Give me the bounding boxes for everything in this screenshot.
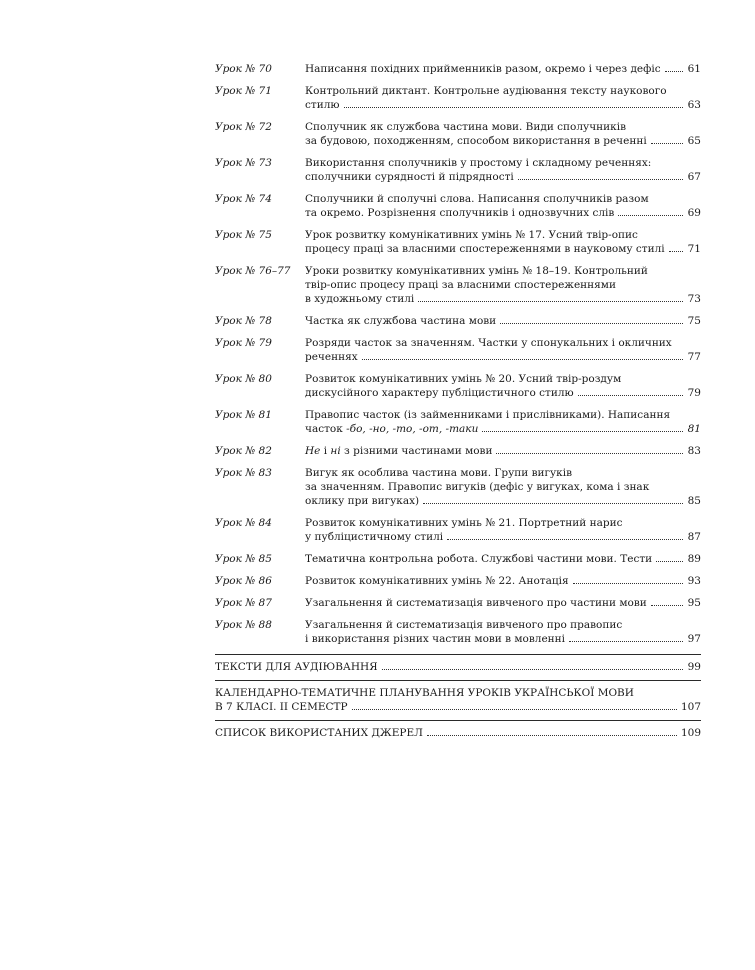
dot-leader [569,632,683,642]
entry-title: сполучники сурядності й підрядності [305,171,514,183]
entry-last-line [305,530,701,544]
dot-leader [518,170,683,180]
entry-body [305,552,701,566]
page-number: 89 [687,553,701,565]
lesson-number: Урок № 87 [215,597,272,609]
entry-title-line: за значенням. Правопис вигуків (дефіс у вигуках, кома і знак [305,481,650,493]
entry-title-conj: і [320,445,331,457]
section-divider [215,654,701,655]
lesson-number: Урок № 71 [215,85,272,97]
entry-title: Узагальнення й систематизація вивченого про частини мови [305,597,647,609]
entry-body [305,264,701,306]
entry-body [305,336,701,364]
lesson-number: Урок № 83 [215,467,272,479]
entry-title-line: Розряди часток за значенням. Частки у спонукальних і окличних [305,337,672,349]
dot-leader [496,444,683,454]
entry-title: Частка як службова частина мови [305,315,497,327]
page-number: 109 [680,727,701,739]
page-number: 77 [687,351,701,363]
entry-body [305,228,701,256]
entry-last-line [215,700,701,714]
entry-last-line [305,170,701,184]
entry-last-line [305,386,701,400]
lesson-number: Урок № 82 [215,445,272,457]
lesson-number: Урок № 86 [215,575,272,587]
entry-last-line [305,444,701,458]
entry-title-line: твір-опис процесу праці за власними спостереженнями [305,279,616,291]
table-of-contents [215,62,701,746]
dot-leader [362,350,683,360]
entry-title-rest: з різними частинами мови [340,445,493,457]
entry-body [305,516,701,544]
toc-entry [215,120,701,148]
page-number: 99 [687,661,701,673]
dot-leader [382,660,683,670]
entry-last-line [305,494,701,508]
dot-leader [578,386,683,396]
entry-title: Розвиток комунікативних умінь № 22. Анотація [305,575,569,587]
page-number: 69 [687,207,701,219]
entry-title: оклику при вигуках) [305,495,420,507]
entry-last-line [305,574,701,588]
entry-title-ni: ні [330,445,341,457]
page-number: 85 [687,495,701,507]
page-number: 65 [687,135,701,147]
dot-leader [344,98,684,108]
lesson-number: Урок № 79 [215,337,272,349]
section-entry-texts [215,660,701,674]
section-divider [215,680,701,681]
entry-body [305,618,701,646]
toc-entry [215,596,701,610]
toc-entry [215,62,701,76]
entry-last-line [305,596,701,610]
page-number: 75 [687,315,701,327]
entry-title-line: Сполучники й сполучні слова. Написання сполучників разом [305,193,649,205]
dot-leader [669,242,683,252]
lesson-number: Урок № 75 [215,229,272,241]
dot-leader [618,206,683,216]
section-divider [215,720,701,721]
section-title: ТЕКСТИ ДЛЯ АУДІЮВАННЯ [215,661,378,673]
entry-last-line [215,660,701,674]
dot-leader [482,422,683,432]
page-number: 73 [687,293,701,305]
lesson-number: Урок № 74 [215,193,272,205]
entry-title [305,422,478,436]
entry-title: дискусійного характеру публіцистичного стилю [305,387,574,399]
entry-body [305,62,701,76]
lesson-number: Урок № 73 [215,157,272,169]
dot-leader [427,726,677,736]
entry-body [305,408,701,436]
dot-leader [423,494,683,504]
entry-title: за будовою, походженням, способом використання в реченні [305,135,647,147]
toc-entry [215,228,701,256]
entry-title-line: Сполучник як службова частина мови. Види сполучників [305,121,626,133]
entry-title: і використання різних частин мови в мовленні [305,633,566,645]
entry-last-line [305,552,701,566]
entry-last-line [305,62,701,76]
entry-body [305,574,701,588]
entry-last-line [305,134,701,148]
entry-title-plain: часток [305,423,347,435]
toc-entry [215,156,701,184]
entry-title-line: Узагальнення й систематизація вивченого про правопис [305,619,623,631]
dot-leader [651,134,683,144]
entry-title-line: Вигук як особлива частина мови. Групи вигуків [305,467,573,479]
entry-title-line: Правопис часток (із займенниками і прислівниками). Написання [305,409,671,421]
entry-last-line [305,98,701,112]
entry-body [305,372,701,400]
page-number: 61 [687,63,701,75]
entry-body [305,120,701,148]
entry-title-line: Контрольний диктант. Контрольне аудіювання тексту наукового [305,85,667,97]
dot-leader [418,292,683,302]
lesson-number: Урок № 70 [215,63,272,75]
entry-body [305,444,701,458]
entry-last-line [305,314,701,328]
entry-title: процесу праці за власними спостереженнями в науковому стилі [305,243,665,255]
entry-body [305,192,701,220]
lesson-number: Урок № 76–77 [215,265,291,277]
toc-entry [215,336,701,364]
entry-last-line [305,422,701,436]
toc-entry [215,372,701,400]
toc-entry [215,574,701,588]
entry-title-line: Використання сполучників у простому і складному реченнях: [305,157,652,169]
page-number: 79 [687,387,701,399]
dot-leader [500,314,683,324]
entry-title-line: Уроки розвитку комунікативних умінь № 18–19. Контрольний [305,265,648,277]
dot-leader [352,700,677,710]
dot-leader [651,596,683,606]
entry-title: реченнях [305,351,358,363]
entry-title-particles: -бо, -но, -то, -от, -таки [346,423,479,435]
lesson-number: Урок № 80 [215,373,272,385]
section-title-line: КАЛЕНДАРНО-ТЕМАТИЧНЕ ПЛАНУВАННЯ УРОКІВ УКРАЇНСЬКОЇ МОВИ [215,687,634,699]
page-number: 97 [687,633,701,645]
toc-entry [215,618,701,646]
toc-entry [215,192,701,220]
entry-title: стилю [305,99,340,111]
lesson-number: Урок № 72 [215,121,272,133]
entry-body [305,314,701,328]
toc-entry [215,466,701,508]
entry-last-line [305,206,701,220]
toc-entry [215,314,701,328]
section-title: В 7 КЛАСІ. ІІ СЕМЕСТР [215,701,348,713]
entry-title: у публіцистичному стилі [305,531,444,543]
entry-title: та окремо. Розрізнення сполучників і однозвучних слів [305,207,615,219]
section-entry-planning [215,686,701,714]
entry-last-line [215,726,701,740]
entry-title-line: Урок розвитку комунікативних умінь № 17. Усний твір-опис [305,229,638,241]
entry-title [305,444,492,458]
entry-body [305,84,701,112]
lesson-number: Урок № 85 [215,553,272,565]
entry-body [305,466,701,508]
entry-body [305,596,701,610]
page-number: 107 [680,701,701,713]
entry-title: Тематична контрольна робота. Службові частини мови. Тести [305,553,653,565]
page-number: 63 [687,99,701,111]
page-number: 67 [687,171,701,183]
page-number: 81 [687,423,701,435]
toc-entry [215,84,701,112]
entry-last-line [305,292,701,306]
entry-last-line [305,242,701,256]
entry-body [305,156,701,184]
entry-title-line: Розвиток комунікативних умінь № 21. Портретний нарис [305,517,623,529]
entry-last-line [305,350,701,364]
page-number: 93 [687,575,701,587]
dot-leader [656,552,683,562]
toc-entry [215,552,701,566]
page-number: 95 [687,597,701,609]
lesson-number: Урок № 81 [215,409,272,421]
lesson-number: Урок № 78 [215,315,272,327]
dot-leader [573,574,683,584]
section-entry-sources [215,726,701,740]
section-title: СПИСОК ВИКОРИСТАНИХ ДЖЕРЕЛ [215,727,423,739]
page-number: 87 [687,531,701,543]
lesson-number: Урок № 84 [215,517,272,529]
entry-title: в художньому стилі [305,293,415,305]
page-number: 83 [687,445,701,457]
dot-leader [447,530,683,540]
lesson-number: Урок № 88 [215,619,272,631]
entry-last-line [305,632,701,646]
entry-title-line: Розвиток комунікативних умінь № 20. Усний твір-роздум [305,373,622,385]
page-number: 71 [687,243,701,255]
toc-entry [215,264,701,306]
entry-title: Написання похідних прийменників разом, окремо і через дефіс [305,63,661,75]
toc-entry [215,516,701,544]
entry-title-ne: Не [305,445,321,457]
dot-leader [665,62,683,72]
toc-entry [215,444,701,458]
toc-entry [215,408,701,436]
